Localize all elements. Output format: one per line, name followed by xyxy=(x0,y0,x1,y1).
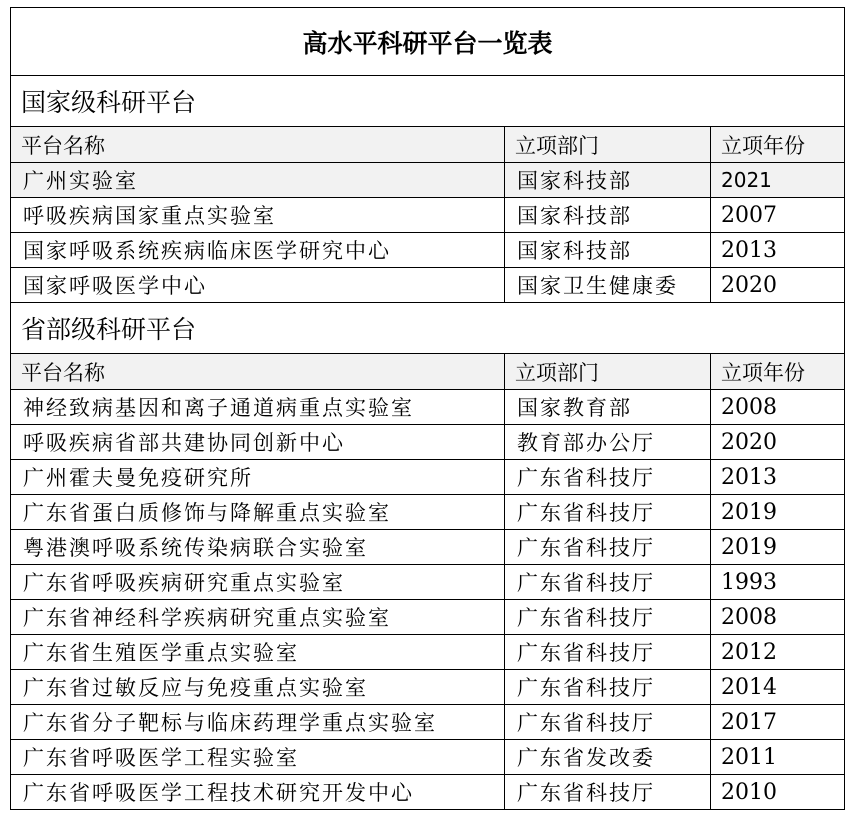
platform-year: 2013 xyxy=(711,460,845,495)
platform-name: 广州实验室 xyxy=(11,163,505,198)
table-row xyxy=(11,390,845,425)
platform-dept: 广东省科技厅 xyxy=(505,705,711,740)
table-row xyxy=(11,268,845,303)
platform-name: 广东省蛋白质修饰与降解重点实验室 xyxy=(11,495,505,530)
platform-name: 呼吸疾病国家重点实验室 xyxy=(11,198,505,233)
platform-year: 2019 xyxy=(711,495,845,530)
platform-dept: 广东省科技厅 xyxy=(505,775,711,810)
platform-name: 广东省呼吸疾病研究重点实验室 xyxy=(11,565,505,600)
platform-year: 2008 xyxy=(711,600,845,635)
platform-dept: 广东省科技厅 xyxy=(505,600,711,635)
table-row xyxy=(11,600,845,635)
platform-name: 粤港澳呼吸系统传染病联合实验室 xyxy=(11,530,505,565)
table-row xyxy=(11,670,845,705)
platform-dept: 国家科技部 xyxy=(505,163,711,198)
header-dept: 立项部门 xyxy=(505,127,711,163)
section-heading-provincial: 省部级科研平台 xyxy=(11,303,845,354)
platform-year: 2017 xyxy=(711,705,845,740)
platform-year: 2012 xyxy=(711,635,845,670)
table-row xyxy=(11,425,845,460)
platform-name: 广东省分子靶标与临床药理学重点实验室 xyxy=(11,705,505,740)
platform-dept: 广东省发改委 xyxy=(505,740,711,775)
platform-year: 2013 xyxy=(711,233,845,268)
header-year: 立项年份 xyxy=(711,354,845,390)
header-dept: 立项部门 xyxy=(505,354,711,390)
platform-name: 广州霍夫曼免疫研究所 xyxy=(11,460,505,495)
table-row xyxy=(11,705,845,740)
platform-dept: 国家科技部 xyxy=(505,198,711,233)
platform-name: 神经致病基因和离子通道病重点实验室 xyxy=(11,390,505,425)
table-row xyxy=(11,460,845,495)
platform-year: 2020 xyxy=(711,425,845,460)
platform-name: 呼吸疾病省部共建协同创新中心 xyxy=(11,425,505,460)
platform-year: 2011 xyxy=(711,740,845,775)
platform-year: 2019 xyxy=(711,530,845,565)
platform-year: 2008 xyxy=(711,390,845,425)
platform-name: 国家呼吸医学中心 xyxy=(11,268,505,303)
platform-dept: 广东省科技厅 xyxy=(505,670,711,705)
table-row xyxy=(11,530,845,565)
platform-dept: 广东省科技厅 xyxy=(505,460,711,495)
header-name: 平台名称 xyxy=(11,354,505,390)
header-year: 立项年份 xyxy=(711,127,845,163)
platform-year: 2007 xyxy=(711,198,845,233)
platform-year: 2014 xyxy=(711,670,845,705)
table-row xyxy=(11,233,845,268)
table-title: 高水平科研平台一览表 xyxy=(11,8,845,76)
platform-name: 广东省呼吸医学工程实验室 xyxy=(11,740,505,775)
platform-table xyxy=(10,7,845,810)
table-row xyxy=(11,495,845,530)
platform-name: 广东省生殖医学重点实验室 xyxy=(11,635,505,670)
platform-dept: 广东省科技厅 xyxy=(505,495,711,530)
platform-year: 2021 xyxy=(711,163,845,198)
platform-year: 1993 xyxy=(711,565,845,600)
table-row xyxy=(11,163,845,198)
platform-name: 广东省呼吸医学工程技术研究开发中心 xyxy=(11,775,505,810)
table-row xyxy=(11,565,845,600)
platform-name: 国家呼吸系统疾病临床医学研究中心 xyxy=(11,233,505,268)
header-name: 平台名称 xyxy=(11,127,505,163)
platform-dept: 国家教育部 xyxy=(505,390,711,425)
platform-dept: 广东省科技厅 xyxy=(505,635,711,670)
table-row xyxy=(11,635,845,670)
platform-name: 广东省过敏反应与免疫重点实验室 xyxy=(11,670,505,705)
table-row xyxy=(11,775,845,810)
platform-dept: 教育部办公厅 xyxy=(505,425,711,460)
platform-name: 广东省神经科学疾病研究重点实验室 xyxy=(11,600,505,635)
platform-year: 2020 xyxy=(711,268,845,303)
table-row xyxy=(11,198,845,233)
platform-year: 2010 xyxy=(711,775,845,810)
section-heading-national: 国家级科研平台 xyxy=(11,76,845,127)
platform-dept: 广东省科技厅 xyxy=(505,565,711,600)
platform-dept: 广东省科技厅 xyxy=(505,530,711,565)
platform-dept: 国家卫生健康委 xyxy=(505,268,711,303)
header-row xyxy=(11,354,845,390)
platform-dept: 国家科技部 xyxy=(505,233,711,268)
header-row xyxy=(11,127,845,163)
table-row xyxy=(11,740,845,775)
